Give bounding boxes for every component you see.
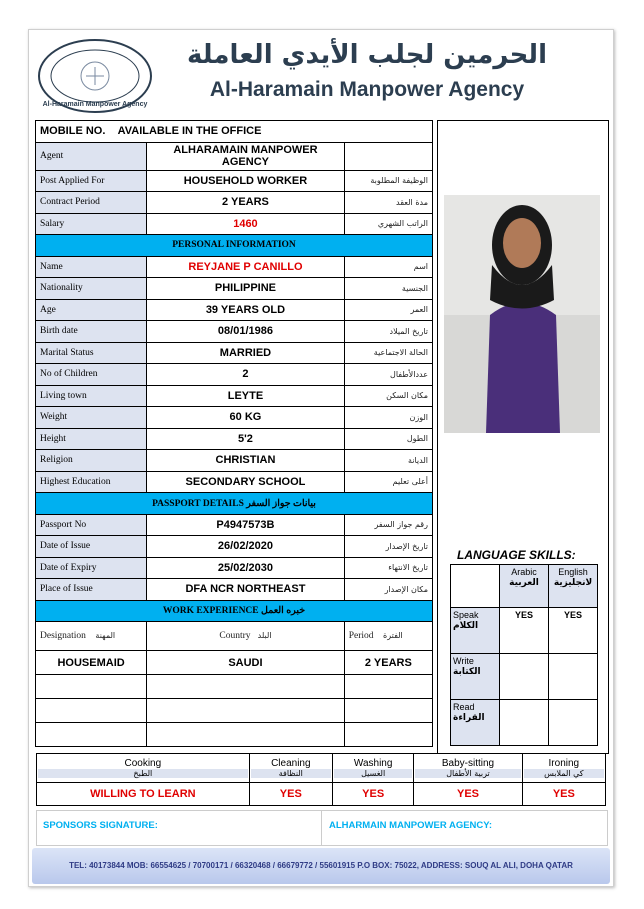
- period-col-ar: الفترة: [383, 631, 403, 640]
- field-arabic-label: الراتب الشهري: [344, 213, 432, 235]
- language-row: [451, 654, 598, 700]
- read-label-ar: القراءة: [453, 713, 485, 723]
- field-value: 08/01/1986: [147, 321, 345, 343]
- skill-arabic: الغسيل: [334, 769, 412, 778]
- field-value: PHILIPPINE: [147, 278, 345, 300]
- skill-cooking: [37, 754, 250, 783]
- language-header-row: [451, 565, 598, 608]
- field-label: Height: [36, 428, 147, 450]
- field-label: Weight: [36, 407, 147, 429]
- field-arabic-label: أعلى تعليم: [344, 471, 432, 493]
- skill-value: YES: [249, 783, 332, 806]
- field-label: Passport No: [36, 514, 147, 536]
- personal-info-header: PERSONAL INFORMATION: [36, 235, 433, 257]
- field-arabic-label: عددالأطفال: [344, 364, 432, 386]
- skill-arabic: الطبخ: [38, 769, 248, 778]
- field-value: LEYTE: [147, 385, 345, 407]
- speak-label-ar: الكلام: [453, 621, 479, 631]
- field-label: Agent: [36, 142, 147, 170]
- table-row: [36, 385, 433, 407]
- lang-corner: [451, 565, 500, 608]
- read-english: [549, 700, 598, 746]
- table-row: [36, 170, 433, 192]
- field-value: 25/02/2030: [147, 557, 345, 579]
- field-label: Contract Period: [36, 192, 147, 214]
- field-label: Name: [36, 256, 147, 278]
- agency-signature-label: ALHARMAIN MANPOWER AGENCY:: [329, 820, 493, 831]
- field-label: Post Applied For: [36, 170, 147, 192]
- read-label: Read: [453, 702, 475, 712]
- field-value: 39 YEARS OLD: [147, 299, 345, 321]
- work-period: 2 YEARS: [344, 651, 432, 675]
- designation-col: Designation: [40, 631, 86, 641]
- signature-area: [36, 810, 608, 846]
- skills-table: [36, 753, 606, 806]
- table-row: [36, 342, 433, 364]
- language-table: [450, 564, 598, 746]
- skill-value: YES: [332, 783, 413, 806]
- write-label-ar: الكتابة: [453, 667, 481, 677]
- field-arabic-label: العمر: [344, 299, 432, 321]
- candidate-photo: [444, 195, 600, 433]
- period-col: Period: [348, 631, 374, 641]
- english-col-ar: لانجليزية: [553, 578, 593, 588]
- table-row: [36, 579, 433, 601]
- field-arabic-label: مكان السكن: [344, 385, 432, 407]
- field-value: 26/02/2020: [147, 536, 345, 558]
- field-arabic-label: رقم جواز السفر: [344, 514, 432, 536]
- table-row: [36, 557, 433, 579]
- field-arabic-label: الديانة: [344, 450, 432, 472]
- skill-arabic: تربية الأطفال: [415, 769, 520, 778]
- field-label: Birth date: [36, 321, 147, 343]
- table-row: [36, 450, 433, 472]
- field-value: DFA NCR NORTHEAST: [147, 579, 345, 601]
- skill-name: Ironing: [548, 758, 580, 769]
- section-header: [36, 235, 433, 257]
- field-value: ALHARAMAIN MANPOWER AGENCY: [147, 142, 345, 170]
- field-label: Date of Expiry: [36, 557, 147, 579]
- field-label: Highest Education: [36, 471, 147, 493]
- skills-header-row: [37, 754, 606, 783]
- field-value: 2 YEARS: [147, 192, 345, 214]
- field-value: 60 KG: [147, 407, 345, 429]
- skill-value: WILLING TO LEARN: [37, 783, 250, 806]
- field-arabic-label: الجنسية: [344, 278, 432, 300]
- table-row: [36, 278, 433, 300]
- field-label: No of Children: [36, 364, 147, 386]
- skill-cleaning: [249, 754, 332, 783]
- skill-name: Baby-sitting: [441, 758, 495, 769]
- work-row-empty: [36, 699, 433, 723]
- english-col: [549, 565, 598, 608]
- language-skills-title: LANGUAGE SKILLS:: [457, 548, 576, 562]
- field-label: Marital Status: [36, 342, 147, 364]
- mobile-value: AVAILABLE IN THE OFFICE: [117, 125, 262, 138]
- table-row: [36, 299, 433, 321]
- salary-value: 1460: [147, 213, 345, 235]
- work-columns: [36, 622, 433, 651]
- work-row-empty: [36, 675, 433, 699]
- skill-name: Washing: [353, 758, 393, 769]
- field-value: CHRISTIAN: [147, 450, 345, 472]
- field-arabic-label: تاريخ الانتهاء: [344, 557, 432, 579]
- designation-col-ar: المهنة: [95, 631, 116, 640]
- field-value: 2: [147, 364, 345, 386]
- speak-label: Speak: [453, 610, 479, 620]
- english-col-label: English: [558, 567, 588, 577]
- field-arabic-label: مدة العقد: [344, 192, 432, 214]
- field-value: P4947573B: [147, 514, 345, 536]
- table-row: [36, 256, 433, 278]
- footer-contact: TEL: 40173844 MOB: 66554625 / 70700171 / 66320468 / 66679772 / 55601915 P.O BOX: 75022, ADDRESS: SOUQ AL ALI, DOHA QATAR: [69, 861, 573, 870]
- table-row: [36, 514, 433, 536]
- field-value: 5'2: [147, 428, 345, 450]
- skill-arabic: كي الملابس: [524, 769, 604, 778]
- skill-value: YES: [522, 783, 605, 806]
- arabic-col: [500, 565, 549, 608]
- field-label: Nationality: [36, 278, 147, 300]
- read-arabic: [500, 700, 549, 746]
- logo-text: Al-Haramain Manpower Agency: [42, 101, 148, 108]
- table-row: [36, 213, 433, 235]
- field-arabic-label: الوظيفة المطلوبة: [344, 170, 432, 192]
- footer-bar: [32, 848, 610, 884]
- arabic-title: الحرمين لجلب الأيدي العاملة: [187, 40, 547, 70]
- work-experience-header: WORK EXPERIENCE خبره العمل: [36, 600, 433, 622]
- arabic-col-label: Arabic: [511, 567, 537, 577]
- info-table: [35, 120, 433, 747]
- field-arabic-label: [344, 142, 432, 170]
- skill-arabic: النظافة: [251, 769, 331, 778]
- work-country: SAUDI: [147, 651, 345, 675]
- sponsor-signature-label: SPONSORS SIGNATURE:: [43, 820, 158, 831]
- signature-divider: [321, 811, 322, 845]
- field-value: HOUSEHOLD WORKER: [147, 170, 345, 192]
- country-col-ar: البلد: [257, 631, 272, 640]
- field-value: SECONDARY SCHOOL: [147, 471, 345, 493]
- field-arabic-label: الحالة الاجتماعية: [344, 342, 432, 364]
- section-header: [36, 600, 433, 622]
- speak-english: YES: [549, 608, 598, 654]
- skill-value: YES: [414, 783, 522, 806]
- table-row: [36, 192, 433, 214]
- work-row: [36, 651, 433, 675]
- table-row: [36, 471, 433, 493]
- speak-arabic: YES: [500, 608, 549, 654]
- passport-details-header: PASSPORT DETAILS بيانات جواز السفر: [36, 493, 433, 515]
- english-title: Al-Haramain Manpower Agency: [209, 78, 525, 101]
- skill-name: Cooking: [124, 758, 162, 769]
- write-english: [549, 654, 598, 700]
- field-arabic-label: الوزن: [344, 407, 432, 429]
- skill-babysitting: [414, 754, 522, 783]
- field-label: Religion: [36, 450, 147, 472]
- country-col: Country: [219, 631, 251, 641]
- field-value: MARRIED: [147, 342, 345, 364]
- write-arabic: [500, 654, 549, 700]
- skills-value-row: [37, 783, 606, 806]
- field-label: Age: [36, 299, 147, 321]
- table-row: [36, 142, 433, 170]
- table-row: [36, 536, 433, 558]
- field-label: Place of Issue: [36, 579, 147, 601]
- field-label: Living town: [36, 385, 147, 407]
- table-row: [36, 428, 433, 450]
- language-row: [451, 700, 598, 746]
- field-label: Date of Issue: [36, 536, 147, 558]
- skill-name: Cleaning: [271, 758, 311, 769]
- skill-ironing: [522, 754, 605, 783]
- name-value: REYJANE P CANILLO: [147, 256, 345, 278]
- field-arabic-label: مكان الإصدار: [344, 579, 432, 601]
- mobile-label: MOBILE NO.: [40, 125, 106, 138]
- field-arabic-label: الطول: [344, 428, 432, 450]
- work-designation: HOUSEMAID: [36, 651, 147, 675]
- field-arabic-label: تاريخ الميلاد: [344, 321, 432, 343]
- section-header: [36, 493, 433, 515]
- table-row: [36, 321, 433, 343]
- table-row: [36, 364, 433, 386]
- write-label: Write: [453, 656, 474, 666]
- field-arabic-label: اسم: [344, 256, 432, 278]
- table-row: [36, 407, 433, 429]
- arabic-col-ar: العربية: [509, 578, 539, 588]
- agency-logo: [36, 38, 154, 114]
- work-row-empty: [36, 723, 433, 747]
- skill-washing: [332, 754, 413, 783]
- field-label: Salary: [36, 213, 147, 235]
- field-arabic-label: تاريخ الإصدار: [344, 536, 432, 558]
- language-row: [451, 608, 598, 654]
- mobile-row: [36, 121, 433, 143]
